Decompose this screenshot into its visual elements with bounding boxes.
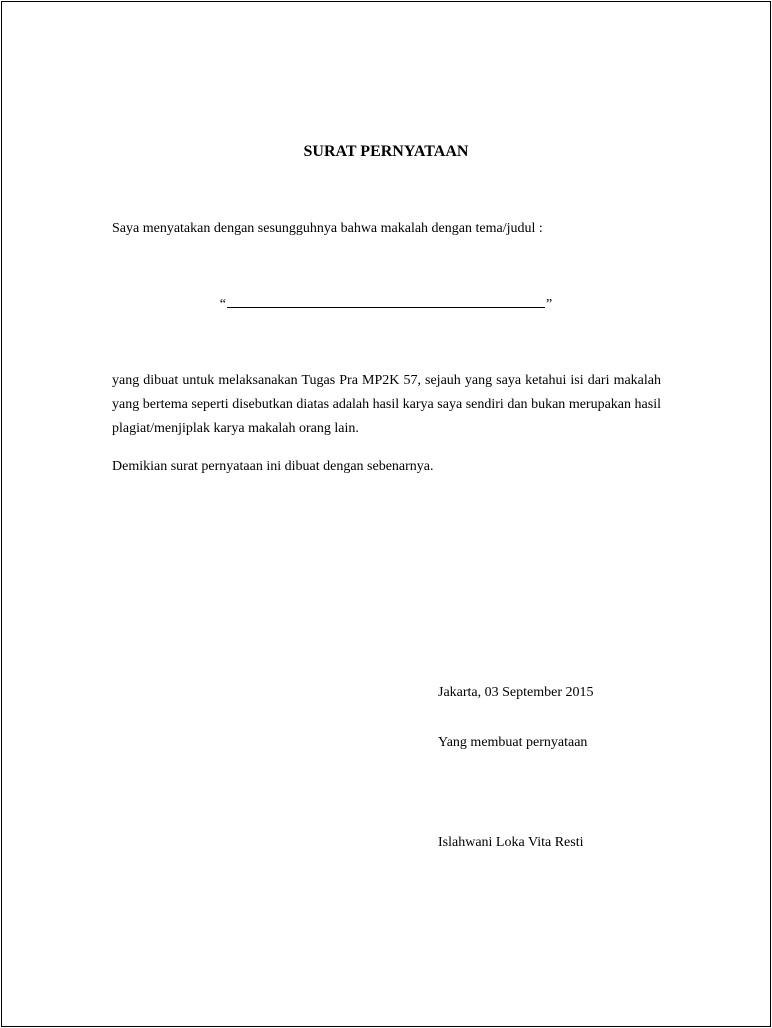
title-blank-field: [2, 293, 770, 315]
document-title: SURAT PERNYATAAN: [303, 143, 469, 160]
intro-paragraph: Saya menyatakan dengan sesungguhnya bahwa makalah dengan tema/judul :: [112, 221, 543, 236]
signer-role: Yang membuat pernyataan: [438, 735, 588, 750]
place-date: Jakarta, 03 September 2015: [438, 685, 594, 700]
document-page: [1, 1, 771, 1027]
opening-quote: “: [219, 297, 226, 312]
signer-name: Islahwani Loka Vita Resti: [438, 835, 584, 850]
blank-underline: [227, 293, 545, 308]
closing-quote: ”: [546, 297, 553, 312]
closing-paragraph: Demikian surat pernyataan ini dibuat dengan sebenarnya.: [112, 459, 434, 474]
body-paragraph: yang dibuat untuk melaksanakan Tugas Pra MP2K 57, sejauh yang saya ketahui isi dari makalah yang bertema seperti disebutkan diatas adalah hasil karya saya sendiri dan bukan merupakan hasil plagiat/menjiplak karya makalah orang lain.: [112, 373, 661, 436]
